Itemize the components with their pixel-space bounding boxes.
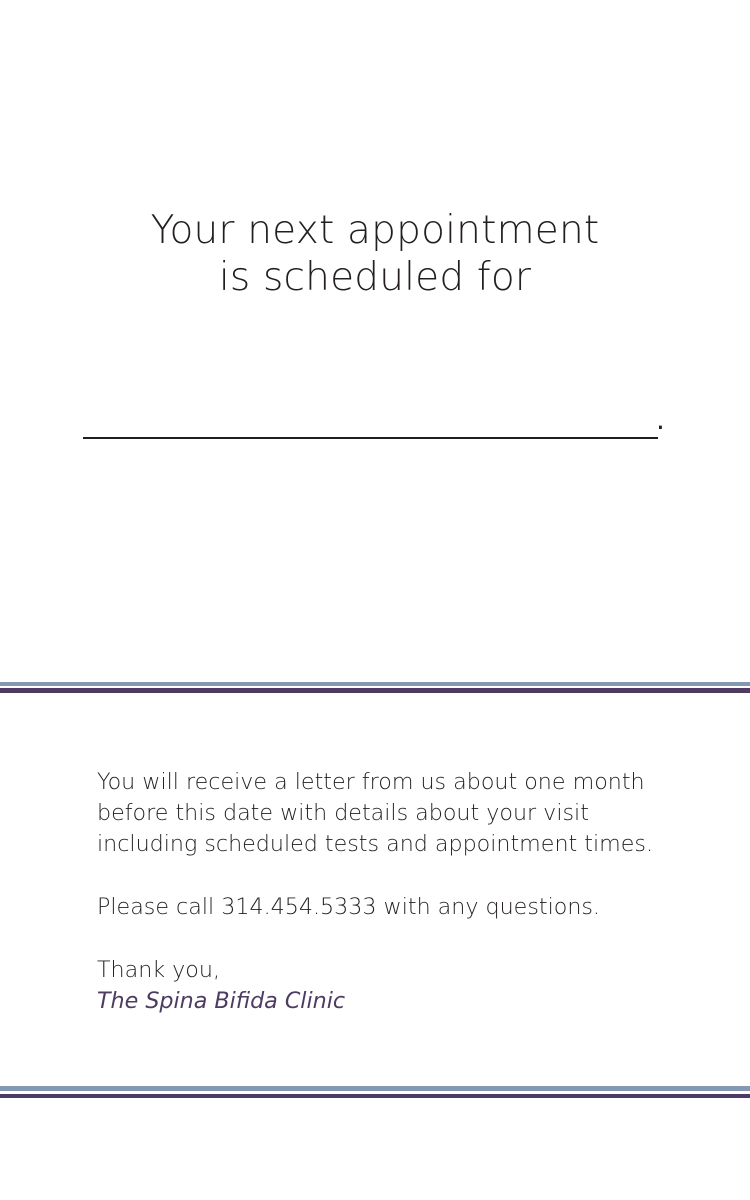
top-divider-light — [0, 682, 750, 686]
info-line-1: You will receive a letter from us about one month — [97, 769, 645, 795]
appointment-date-blank-line — [83, 437, 658, 439]
top-divider-dark — [0, 688, 750, 693]
clinic-signature: The Spina Bifida Clinic — [97, 988, 346, 1014]
heading-line-2: is scheduled for — [218, 255, 532, 300]
date-line-period: . — [656, 403, 665, 436]
contact-paragraph: Please call 314.454.5333 with any questions. — [97, 894, 600, 920]
closing-block — [97, 955, 697, 1017]
message-body — [97, 767, 697, 1017]
bottom-divider-light — [0, 1086, 750, 1091]
info-paragraph — [97, 767, 697, 860]
appointment-heading — [0, 207, 750, 301]
closing-text: Thank you, — [97, 957, 220, 983]
info-line-2: before this date with details about your visit — [97, 800, 589, 826]
heading-line-1: Your next appointment — [150, 208, 600, 253]
bottom-divider-dark — [0, 1094, 750, 1098]
info-line-3: including scheduled tests and appointment times. — [97, 831, 653, 857]
